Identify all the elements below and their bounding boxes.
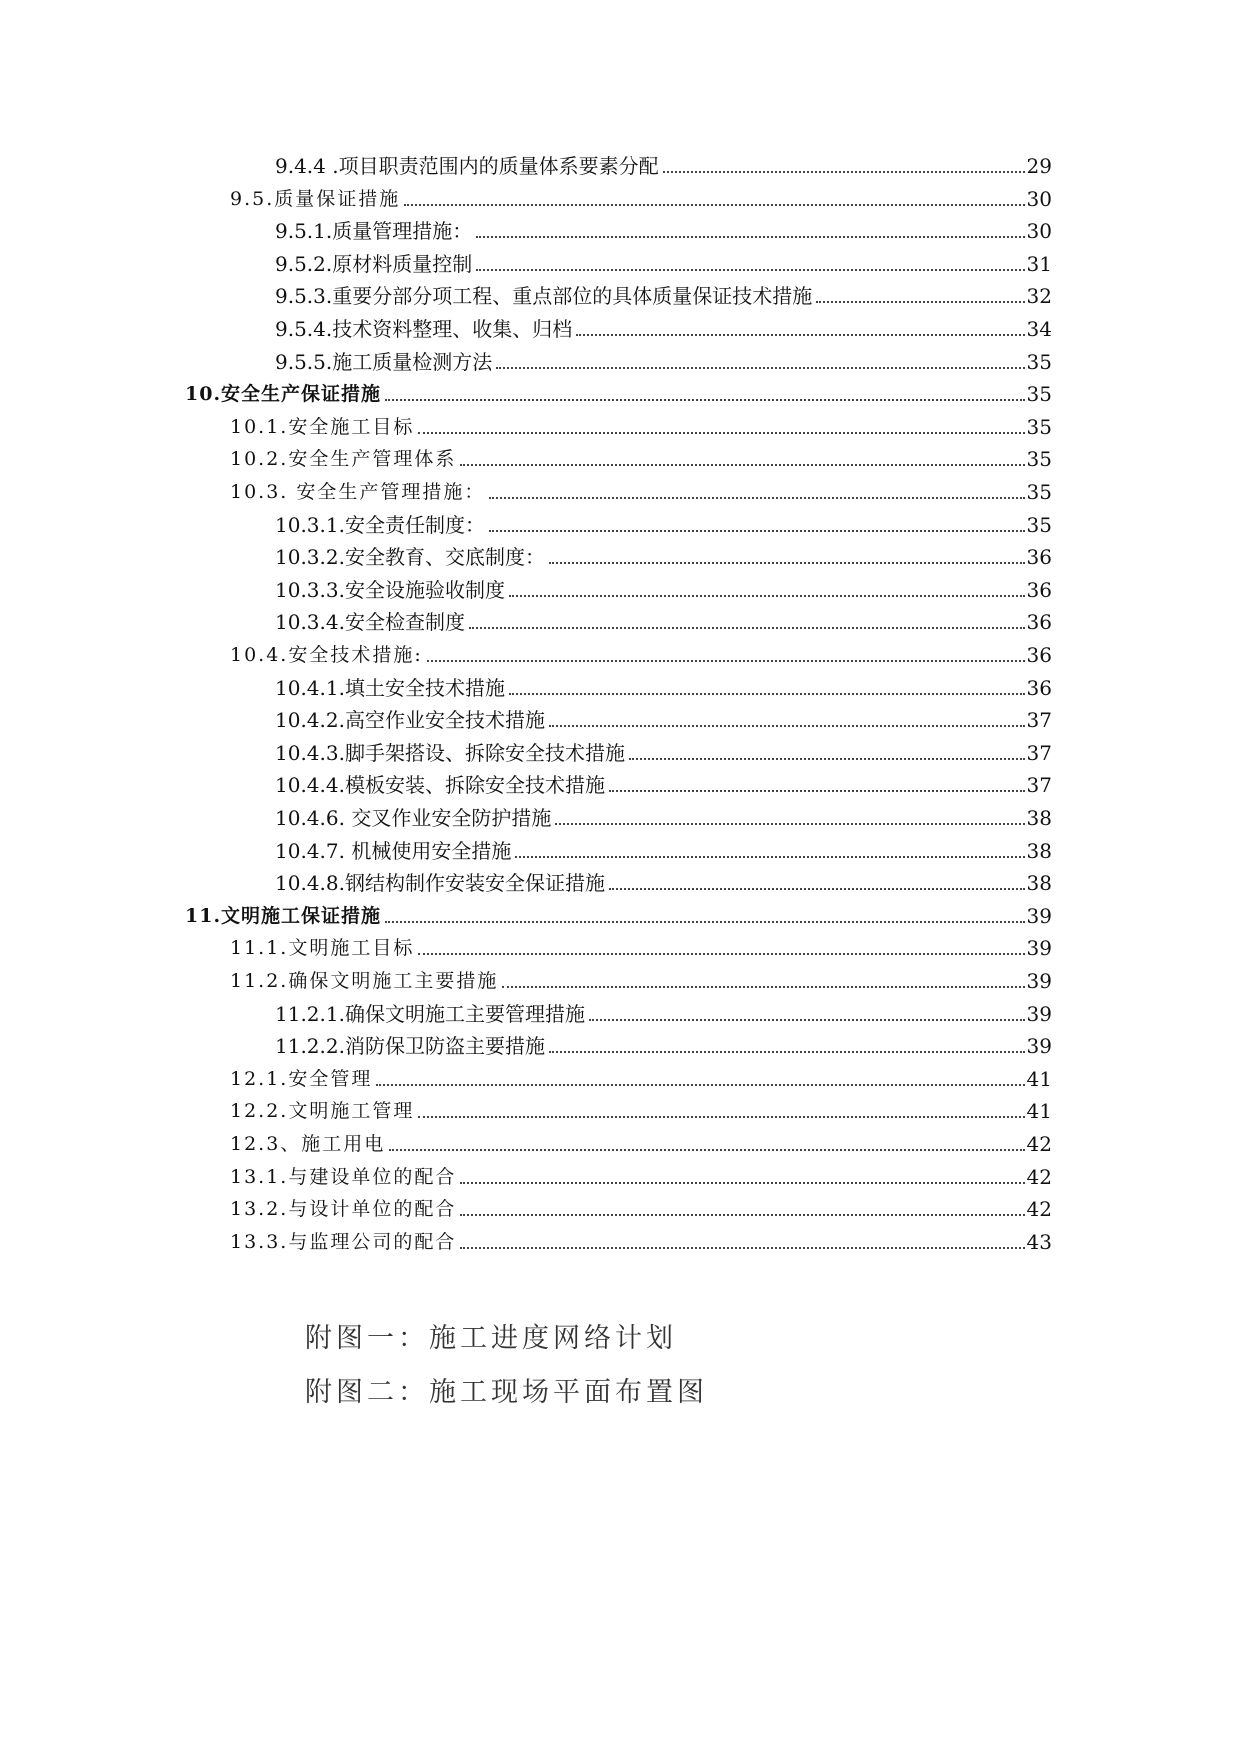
toc-entry-page-number: 30	[1026, 219, 1052, 243]
toc-dot-leader	[509, 693, 1025, 695]
toc-entry[interactable]	[230, 1130, 1052, 1158]
toc-entry-label: 10.安全生产保证措施	[185, 383, 382, 405]
toc-entry-label: 9.5.5.施工质量检测方法	[275, 350, 493, 374]
toc-entry-label: 10.4.8.钢结构制作安装安全保证措施	[275, 871, 605, 895]
toc-entry-page-number: 35	[1026, 382, 1052, 406]
toc-dot-leader	[549, 725, 1025, 727]
toc-entry-page-number: 38	[1026, 871, 1052, 895]
toc-entry-label: 10.4.2.高空作业安全技术措施	[275, 708, 545, 732]
toc-entry-label: 10.4.1.填土安全技术措施	[275, 676, 505, 700]
toc-entry-label: 9.5.3.重要分部分项工程、重点部位的具体质量保证技术措施	[275, 284, 813, 308]
toc-entry[interactable]	[275, 543, 1052, 571]
toc-entry-label: 10.4.安全技术措施:	[230, 644, 423, 666]
toc-entry-label: 10.3.2.安全教育、交底制度：	[275, 545, 545, 569]
toc-entry[interactable]	[275, 250, 1052, 278]
toc-entry-page-number: 41	[1026, 1067, 1052, 1091]
toc-entry[interactable]	[230, 1228, 1052, 1256]
toc-dot-leader	[555, 823, 1024, 825]
toc-entry-label: 11.文明施工保证措施	[185, 905, 382, 927]
toc-entry-page-number: 35	[1026, 415, 1052, 439]
appendix-figure-2: 附图二：施工现场平面布置图	[305, 1377, 708, 1408]
toc-entry[interactable]	[230, 1065, 1052, 1093]
toc-entry[interactable]	[275, 152, 1052, 180]
toc-entry[interactable]	[275, 674, 1052, 702]
toc-entry[interactable]	[275, 804, 1052, 832]
toc-entry-page-number: 42	[1026, 1197, 1052, 1221]
toc-dot-leader	[609, 790, 1025, 792]
toc-entry-label: 10.1.安全施工目标	[230, 416, 415, 438]
appendix-figure-1: 附图一：施工进度网络计划	[305, 1323, 677, 1354]
toc-entry-page-number: 35	[1026, 447, 1052, 471]
toc-entry[interactable]	[275, 1000, 1052, 1028]
toc-dot-leader	[816, 301, 1024, 303]
toc-dot-leader	[476, 269, 1024, 271]
toc-entry[interactable]	[275, 511, 1052, 539]
toc-entry[interactable]	[185, 902, 1052, 930]
toc-entry-label: 11.2.2.消防保卫防盗主要措施	[275, 1034, 545, 1058]
toc-dot-leader	[460, 464, 1024, 466]
toc-dot-leader	[460, 1214, 1024, 1216]
toc-entry-label: 11.2.1.确保文明施工主要管理措施	[275, 1002, 585, 1026]
toc-entry-label: 10.3.1.安全责任制度：	[275, 513, 485, 537]
toc-dot-leader	[418, 953, 1024, 955]
toc-entry[interactable]	[230, 478, 1052, 506]
toc-dot-leader	[489, 530, 1025, 532]
toc-entry[interactable]	[230, 641, 1052, 669]
toc-entry-page-number: 39	[1026, 1002, 1052, 1026]
toc-entry[interactable]	[230, 1097, 1052, 1125]
toc-entry-page-number: 37	[1026, 708, 1052, 732]
toc-dot-leader	[549, 562, 1025, 564]
toc-entry-page-number: 39	[1026, 1034, 1052, 1058]
toc-entry-label: 9.5.质量保证措施	[230, 188, 401, 210]
toc-dot-leader	[418, 1116, 1024, 1118]
toc-dot-leader	[489, 497, 1024, 499]
toc-entry-page-number: 37	[1026, 741, 1052, 765]
toc-entry-page-number: 36	[1026, 643, 1052, 667]
toc-entry-page-number: 36	[1026, 578, 1052, 602]
toc-entry-label: 13.2.与设计单位的配合	[230, 1198, 457, 1220]
toc-entry-label: 9.5.4.技术资料整理、收集、归档	[275, 317, 573, 341]
toc-entry-label: 11.2.确保文明施工主要措施	[230, 970, 499, 992]
toc-dot-leader	[469, 627, 1025, 629]
toc-entry-label: 10.3.4.安全检查制度	[275, 610, 465, 634]
toc-entry[interactable]	[275, 348, 1052, 376]
toc-entry[interactable]	[230, 445, 1052, 473]
toc-dot-leader	[496, 367, 1024, 369]
toc-entry[interactable]	[275, 771, 1052, 799]
toc-entry-page-number: 36	[1026, 610, 1052, 634]
toc-dot-leader	[502, 986, 1024, 988]
toc-entry-page-number: 39	[1026, 936, 1052, 960]
toc-dot-leader	[509, 595, 1025, 597]
toc-entry-label: 11.1.文明施工目标	[230, 937, 415, 959]
toc-dot-leader	[460, 1247, 1024, 1249]
toc-entry[interactable]	[275, 608, 1052, 636]
toc-entry[interactable]	[275, 576, 1052, 604]
toc-dot-leader	[589, 1019, 1025, 1021]
toc-entry-page-number: 36	[1026, 676, 1052, 700]
toc-entry[interactable]	[275, 315, 1052, 343]
toc-entry-label: 12.1.安全管理	[230, 1068, 373, 1090]
toc-entry-page-number: 35	[1026, 480, 1052, 504]
toc-entry-page-number: 36	[1026, 545, 1052, 569]
toc-entry-page-number: 31	[1026, 252, 1052, 276]
toc-entry[interactable]	[230, 185, 1052, 213]
toc-entry[interactable]	[275, 739, 1052, 767]
toc-entry[interactable]	[230, 934, 1052, 962]
toc-entry-label: 10.4.7. 机械使用安全措施	[275, 839, 512, 863]
toc-entry-label: 9.4.4 .项目职责范围内的质量体系要素分配	[275, 154, 659, 178]
toc-entry[interactable]	[275, 217, 1052, 245]
toc-dot-leader	[385, 399, 1024, 401]
toc-dot-leader	[404, 204, 1024, 206]
toc-dot-leader	[385, 921, 1024, 923]
toc-entry-label: 10.4.3.脚手架搭设、拆除安全技术措施	[275, 741, 625, 765]
toc-entry-label: 9.5.1.质量管理措施：	[275, 219, 473, 243]
toc-entry-page-number: 41	[1026, 1099, 1052, 1123]
toc-entry[interactable]	[275, 282, 1052, 310]
toc-dot-leader	[389, 1149, 1024, 1151]
toc-dot-leader	[576, 334, 1024, 336]
toc-dot-leader	[418, 432, 1024, 434]
toc-entry-label: 13.3.与监理公司的配合	[230, 1231, 457, 1253]
toc-entry-page-number: 30	[1026, 187, 1052, 211]
toc-dot-leader	[663, 171, 1025, 173]
toc-dot-leader	[427, 660, 1025, 662]
toc-entry[interactable]	[275, 706, 1052, 734]
toc-entry-page-number: 34	[1026, 317, 1052, 341]
toc-entry-label: 10.2.安全生产管理体系	[230, 448, 457, 470]
toc-entry-page-number: 37	[1026, 773, 1052, 797]
toc-entry-label: 12.2.文明施工管理	[230, 1100, 415, 1122]
toc-entry-page-number: 32	[1026, 284, 1052, 308]
toc-entry-page-number: 42	[1026, 1165, 1052, 1189]
toc-entry[interactable]	[230, 1163, 1052, 1191]
toc-entry-label: 10.4.6. 交叉作业安全防护措施	[275, 806, 552, 830]
toc-entry[interactable]	[275, 837, 1052, 865]
toc-entry[interactable]	[275, 1032, 1052, 1060]
toc-entry-label: 10.3.3.安全设施验收制度	[275, 578, 505, 602]
toc-entry-label: 10.4.4.模板安装、拆除安全技术措施	[275, 773, 605, 797]
toc-entry-page-number: 39	[1026, 904, 1052, 928]
toc-entry-page-number: 39	[1026, 969, 1052, 993]
toc-dot-leader	[549, 1051, 1025, 1053]
toc-entry-label: 12.3、施工用电	[230, 1133, 386, 1155]
toc-entry[interactable]	[185, 380, 1052, 408]
toc-dot-leader	[376, 1084, 1024, 1086]
toc-dot-leader	[629, 758, 1025, 760]
toc-entry-page-number: 38	[1026, 839, 1052, 863]
toc-entry-page-number: 42	[1026, 1132, 1052, 1156]
toc-dot-leader	[460, 1182, 1024, 1184]
toc-entry[interactable]	[230, 967, 1052, 995]
toc-entry-page-number: 38	[1026, 806, 1052, 830]
toc-entry[interactable]	[275, 869, 1052, 897]
toc-entry-label: 10.3. 安全生产管理措施：	[230, 481, 486, 503]
toc-dot-leader	[515, 856, 1024, 858]
toc-entry-label: 13.1.与建设单位的配合	[230, 1166, 457, 1188]
toc-entry-page-number: 43	[1026, 1230, 1052, 1254]
toc-entry-label: 9.5.2.原材料质量控制	[275, 252, 473, 276]
toc-dot-leader	[609, 888, 1025, 890]
toc-entry[interactable]	[230, 413, 1052, 441]
toc-entry-page-number: 29	[1026, 154, 1052, 178]
toc-entry[interactable]	[230, 1195, 1052, 1223]
toc-entry-page-number: 35	[1026, 513, 1052, 537]
toc-dot-leader	[476, 236, 1024, 238]
toc-entry-page-number: 35	[1026, 350, 1052, 374]
